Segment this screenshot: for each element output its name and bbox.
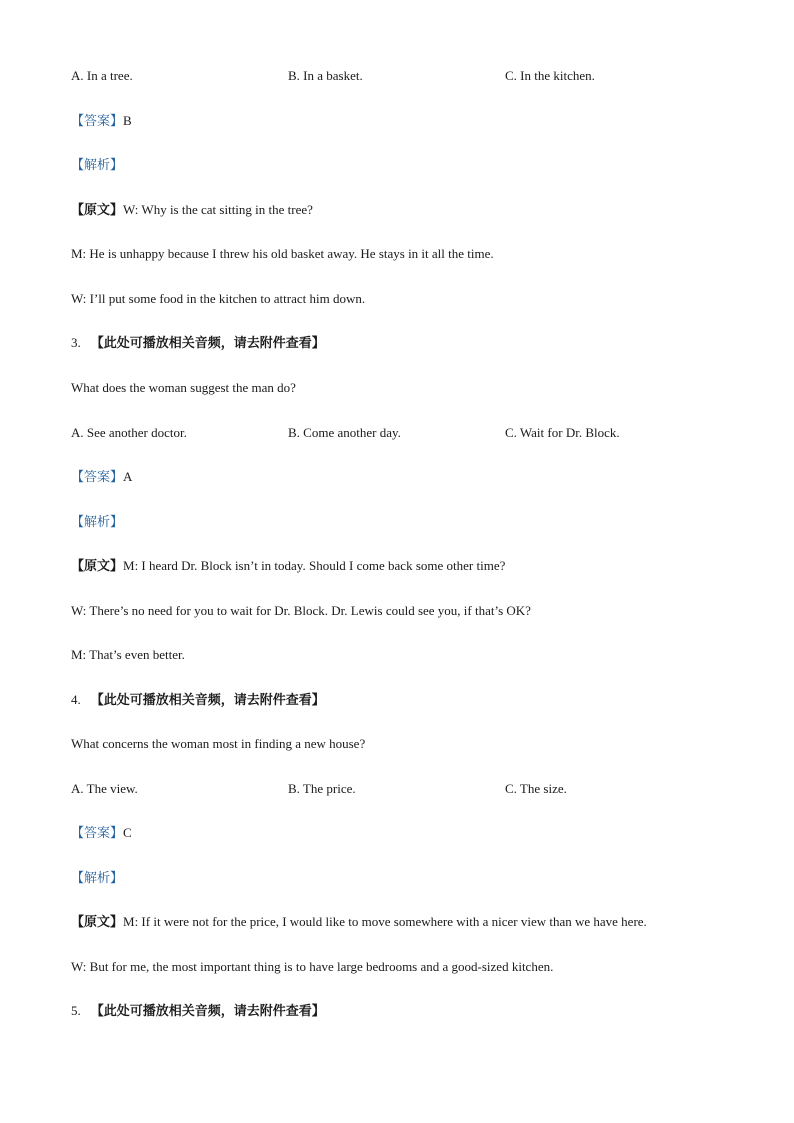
q2-transcript-line-1	[71, 201, 313, 220]
q2-transcript-line-2: M: He is unhappy because I threw his old basket away. He stays in it all the time.	[71, 246, 494, 261]
q4-option-c: C. The size.	[505, 781, 567, 796]
audio-notice: 【此处可播放相关音频，请去附件查看】	[90, 693, 325, 708]
q2-option-b: B. In a basket.	[288, 68, 363, 83]
q2-option-c: C. In the kitchen.	[505, 68, 595, 83]
question-number: 5.	[71, 1003, 81, 1018]
q4-transcript-line-1	[71, 913, 647, 932]
q4-analysis	[71, 869, 123, 888]
transcript-text: M: I heard Dr. Block isn’t in today. Should I come back some other time?	[123, 558, 506, 573]
answer-value: C	[123, 825, 132, 840]
analysis-tag: 【解析】	[71, 871, 124, 886]
q3-option-c: C. Wait for Dr. Block.	[505, 425, 620, 440]
q4-transcript-line-2: W: But for me, the most important thing is to have large bedrooms and a good-sized kitchen.	[71, 959, 554, 974]
analysis-tag: 【解析】	[71, 158, 124, 173]
q3-transcript-line-2: W: There’s no need for you to wait for Dr. Block. Dr. Lewis could see you, if that’s OK?	[71, 603, 531, 618]
q3-analysis	[71, 513, 123, 532]
transcript-text: W: Why is the cat sitting in the tree?	[123, 202, 313, 217]
original-tag: 【原文】	[71, 203, 124, 218]
q3-question: What does the woman suggest the man do?	[71, 380, 296, 395]
question-number: 3.	[71, 335, 81, 350]
analysis-tag: 【解析】	[71, 515, 124, 530]
q2-answer	[71, 112, 132, 131]
answer-value: B	[123, 113, 132, 128]
q2-analysis	[71, 156, 123, 175]
q4-option-b: B. The price.	[288, 781, 356, 796]
q3-transcript-line-1	[71, 557, 505, 576]
q2-option-a: A. In a tree.	[71, 68, 133, 83]
answer-tag: 【答案】	[71, 470, 124, 485]
q4-heading	[71, 691, 325, 710]
q4-question: What concerns the woman most in finding a new house?	[71, 736, 366, 751]
q3-answer	[71, 468, 132, 487]
original-tag: 【原文】	[71, 559, 124, 574]
transcript-text: M: If it were not for the price, I would like to move somewhere with a nicer view than we have here.	[123, 914, 647, 929]
answer-tag: 【答案】	[71, 114, 124, 129]
q2-transcript-line-3: W: I’ll put some food in the kitchen to attract him down.	[71, 291, 366, 306]
answer-tag: 【答案】	[71, 826, 124, 841]
audio-notice: 【此处可播放相关音频，请去附件查看】	[90, 336, 325, 351]
q4-option-a: A. The view.	[71, 781, 138, 796]
original-tag: 【原文】	[71, 915, 124, 930]
q5-heading	[71, 1002, 325, 1021]
answer-value: A	[123, 469, 133, 484]
question-number: 4.	[71, 692, 81, 707]
q4-answer	[71, 824, 132, 843]
q3-option-b: B. Come another day.	[288, 425, 401, 440]
q3-transcript-line-3: M: That’s even better.	[71, 647, 185, 662]
q3-heading	[71, 334, 325, 353]
audio-notice: 【此处可播放相关音频，请去附件查看】	[90, 1004, 325, 1019]
q3-option-a: A. See another doctor.	[71, 425, 187, 440]
